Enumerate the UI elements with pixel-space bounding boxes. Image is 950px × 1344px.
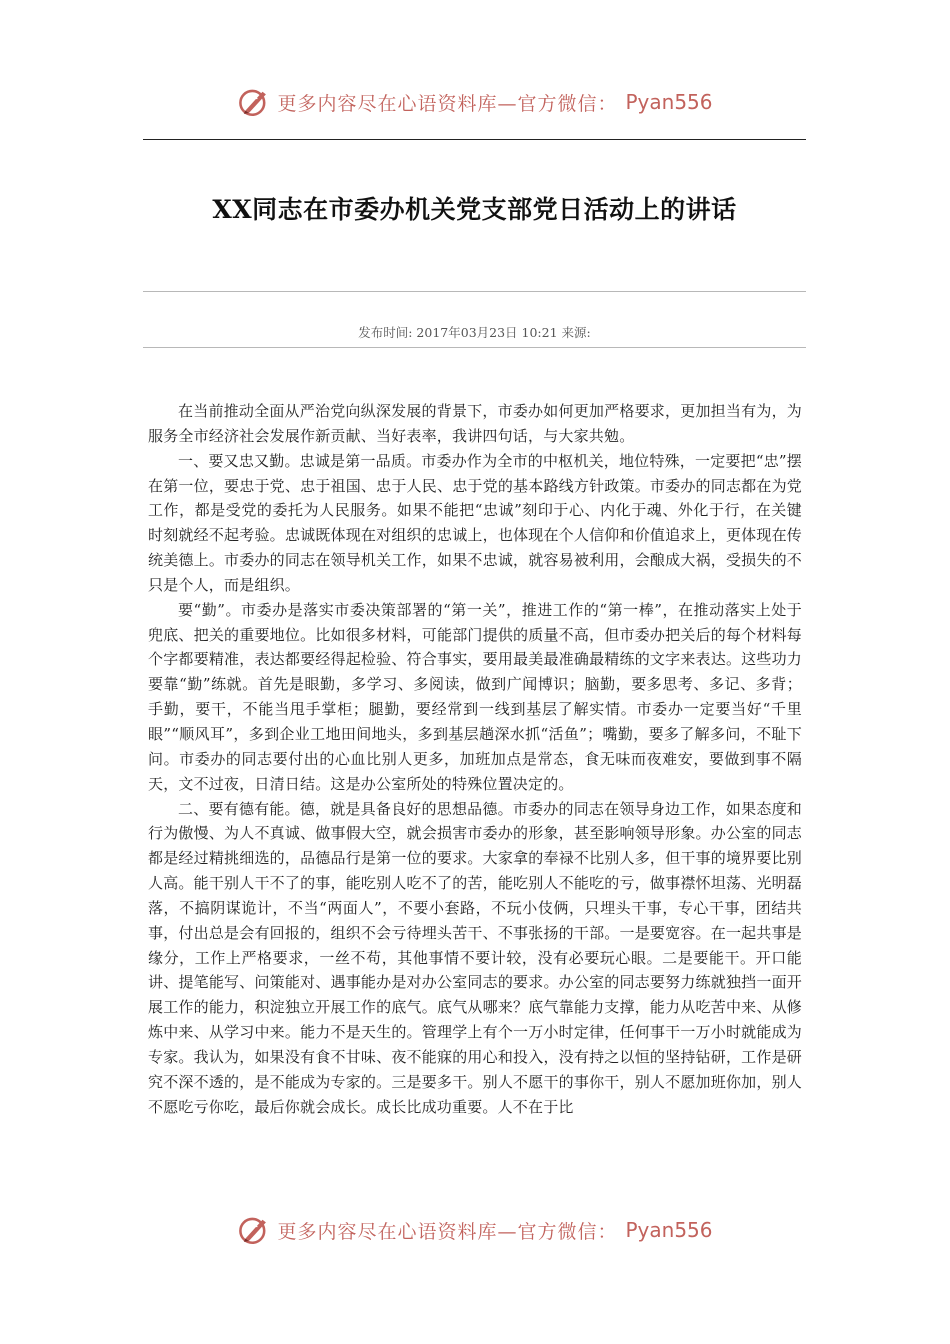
body-paragraph: 二、要有德有能。德，就是具备良好的思想品德。市委办的同志在领导身边工作，如果态度和行为傲慢、为人不真诚、做事假大空，就会损害市委办的形象，甚至影响领导形象。办公室的同志都是经过精挑细选的，品德品行是第一位的要求。大家拿的奉禄不比别人多，但干事的境界要比别人高。能干别人干不了的事，能吃别人吃不了的苦，能吃别人不能吃的亏，做事襟怀坦荡、光明磊落，不搞阴谋诡计，不当“两面人”，不要小套路，不玩小伎俩，只埋头干事，专心干事，团结共事，付出总是会有回报的，组织不会亏待埋头苦干、不事张扬的干部。一是要宽容。在一起共事是缘分，工作上严格要求，一丝不苟，其他事情不要计较，没有必要玩心眼。二是要能干。开口能讲、提笔能写、问策能对、遇事能办是对办公室同志的要求。办公室的同志要努力练就独挡一面开展工作的能力，积淀独立开展工作的底气。底气从哪来？底气靠能力支撑，能力从吃苦中来、从修炼中来、从学习中来。能力不是天生的。管理学上有个一万小时定律，任何事干一万小时就能成为专家。我认为，如果没有食不甘味、夜不能寐的用心和投入，没有持之以恒的坚持钻研，工作是研究不深不透的，是不能成为专家的。三是要多干。别人不愿干的事你干，别人不愿加班你加，别人不愿吃亏你吃，最后你就会成长。成长比成功重要。人不在于比 — [148, 799, 802, 1116]
header-banner — [0, 82, 950, 122]
pen-logo-icon — [237, 1213, 271, 1247]
banner-text: 更多内容尽在心语资料库—官方微信： — [277, 92, 618, 115]
banner-wechat-id: Pyan556 — [625, 1218, 713, 1242]
body-paragraph: 一、要又忠又勤。忠诚是第一品质。市委办作为全市的中枢机关，地位特殊，一定要把“忠”摆在第一位，要忠于党、忠于祖国、忠于人民、忠于党的基本路线方针政策。市委办的同志都在为党工作，都是受党的委托为人民服务。如果不能把“忠诚”刻印于心、内化于魂、外化于行，在关键时刻就经不起考验。忠诚既体现在对组织的忠诚上，也体现在个人信仰和价值追求上，更体现在传统美德上。市委办的同志在领导机关工作，如果不忠诚，就容易被利用，会酿成大祸，受损失的不只是个人，而是组织。 — [148, 451, 802, 594]
body-paragraph: 在当前推动全面从严治党向纵深发展的背景下，市委办如何更加严格要求，更加担当有为，为服务全市经济社会发展作新贡献、当好表率，我讲四句话，与大家共勉。 — [148, 402, 802, 445]
body-paragraph: 要“勤”。市委办是落实市委决策部署的“第一关”，推进工作的“第一棒”，在推动落实上处于兜底、把关的重要地位。比如很多材料，可能部门提供的质量不高，但市委办把关后的每个材料每个字都要精准，表达都要经得起检验、符合事实，要用最美最准确最精练的文字来表达。这些功力要靠“勤”练就。首先是眼勤，多学习、多阅读，做到广闻博识；脑勤，要多思考、多记、多背；手勤，要干，不能当甩手掌柜；腿勤，要经常到一线到基层了解实情。市委办一定要当好“千里眼”“顺风耳”，多到企业工地田间地头，多到基层趟深水抓“活鱼”；嘴勤，要多了解多问，不耻下问。市委办的同志要付出的心血比别人更多，加班加点是常态，食无味而夜难安，要做到事不隔天，文不过夜，日清日结。这是办公室所处的特殊位置决定的。 — [148, 600, 802, 793]
pen-logo-icon — [237, 85, 271, 119]
meta-divider — [143, 347, 806, 348]
banner-text: 更多内容尽在心语资料库—官方微信： — [277, 1220, 618, 1243]
publish-meta: 发布时间: 2017年03月23日 10:21 来源: — [358, 325, 591, 340]
title-divider — [143, 291, 806, 292]
footer-banner — [0, 1210, 950, 1250]
article-body — [148, 399, 802, 1119]
banner-wechat-id: Pyan556 — [625, 90, 713, 114]
article-title: XX同志在市委办机关党支部党日活动上的讲话 — [212, 195, 737, 224]
header-divider — [143, 139, 806, 140]
